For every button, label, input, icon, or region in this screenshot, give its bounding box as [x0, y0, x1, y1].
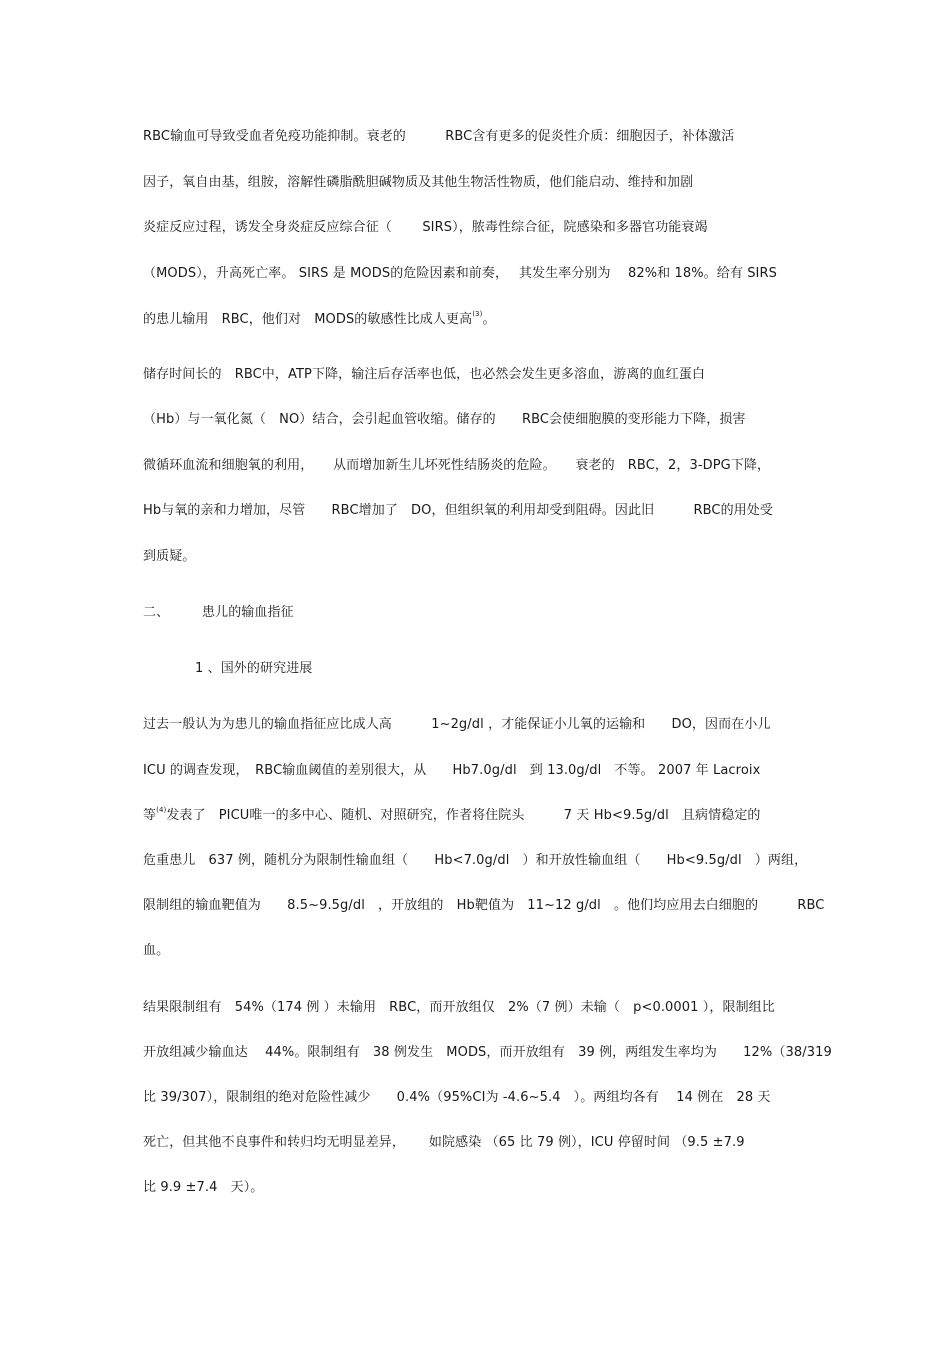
text-line: 危重患儿 637 例，随机分为限制性输血组（ Hb<7.0g/dl ）和开放性输血组（ Hb<9.5g/dl ）两组， [143, 853, 808, 868]
subsection-heading: 1 、国外的研究进展 [195, 661, 313, 676]
text-line: Hb与氧的亲和力增加，尽管 RBC增加了 DO，但组织氧的利用却受到阻碍。因此旧 RBC的用处受 [143, 503, 773, 518]
text-line: 炎症反应过程，诱发全身炎症反应综合征（ SIRS），脓毒性综合征，院感染和多器官功能衰竭 [143, 220, 708, 235]
text-line: 限制组的输血靶值为 8.5~9.5g/dl ，开放组的 Hb靶值为 11~12 g/dl 。他们均应用去白细胞的 RBC [143, 898, 825, 913]
text-line: 储存时间长的 RBC中，ATP下降，输注后存活率也低，也必然会发生更多溶血，游离的血红蛋白 [143, 367, 705, 382]
text-line: 到质疑。 [143, 549, 196, 564]
reference-superscript: (3) [472, 310, 483, 318]
text-line: 开放组减少输血达 44%。限制组有 38 例发生 MODS，而开放组有 39 例，两组发生率均为 12%（38/319 [143, 1045, 832, 1060]
text-line [143, 807, 761, 826]
text-line: 比 39/307），限制组的绝对危险性减少 0.4%（95%CI为 -4.6~5.4 ）。两组均各有 14 例在 28 天 [143, 1090, 771, 1105]
text-line: 死亡，但其他不良事件和转归均无明显差异， 如院感染 （65 比 79 例），ICU 停留时间 （9.5 ±7.9 [143, 1135, 745, 1150]
text-segment: 的患儿输用 RBC，他们对 MODS的敏感性比成人更高 [143, 312, 473, 327]
text-line: （MODS），升高死亡率。 SIRS 是 MODS的危险因素和前奏， 其发生率分别为 82%和 18%。给有 SIRS [143, 266, 777, 281]
text-segment: 等 [143, 808, 157, 823]
reference-superscript: (4) [156, 806, 167, 814]
text-segment: 。 [482, 312, 496, 327]
text-line: 因子，氧自由基，组胺，溶解性磷脂酰胆碱物质及其他生物活性物质，他们能启动、维持和加剧 [143, 175, 694, 190]
text-segment: 发表了 PICU唯一的多中心、随机、对照研究，作者将住院头 7 天 Hb<9.5g/dl 且病情稳定的 [166, 808, 761, 823]
text-line: ICU 的调查发现， RBC输血阈值的差别很大，从 Hb7.0g/dl 到 13.0g/dl 不等。 2007 年 Lacroix [143, 763, 761, 778]
text-line [143, 311, 496, 330]
text-line: 微循环血流和细胞氧的利用， 从而增加新生儿坏死性结肠炎的危险。 衰老的 RBC，2，3-DPG下降， [143, 458, 771, 473]
text-line: 血。 [143, 943, 170, 958]
text-line: 结果限制组有 54%（174 例 ）未输用 RBC，而开放组仅 2%（7 例）未输（ p<0.0001 ），限制组比 [143, 1000, 775, 1015]
text-line: 过去一般认为为患儿的输血指征应比成人高 1~2g/dl ，才能保证小儿氧的运输和 DO，因而在小儿 [143, 717, 771, 732]
text-line: RBC输血可导致受血者免疫功能抑制。衰老的 RBC含有更多的促炎性介质：细胞因子，补体激活 [143, 129, 735, 144]
text-line: 比 9.9 ±7.4 天）。 [143, 1180, 264, 1195]
text-line: （Hb）与一氧化氮（ NO）结合，会引起血管收缩。储存的 RBC会使细胞膜的变形能力下降，损害 [143, 412, 746, 427]
section-heading: 二、 患儿的输血指征 [143, 605, 294, 620]
